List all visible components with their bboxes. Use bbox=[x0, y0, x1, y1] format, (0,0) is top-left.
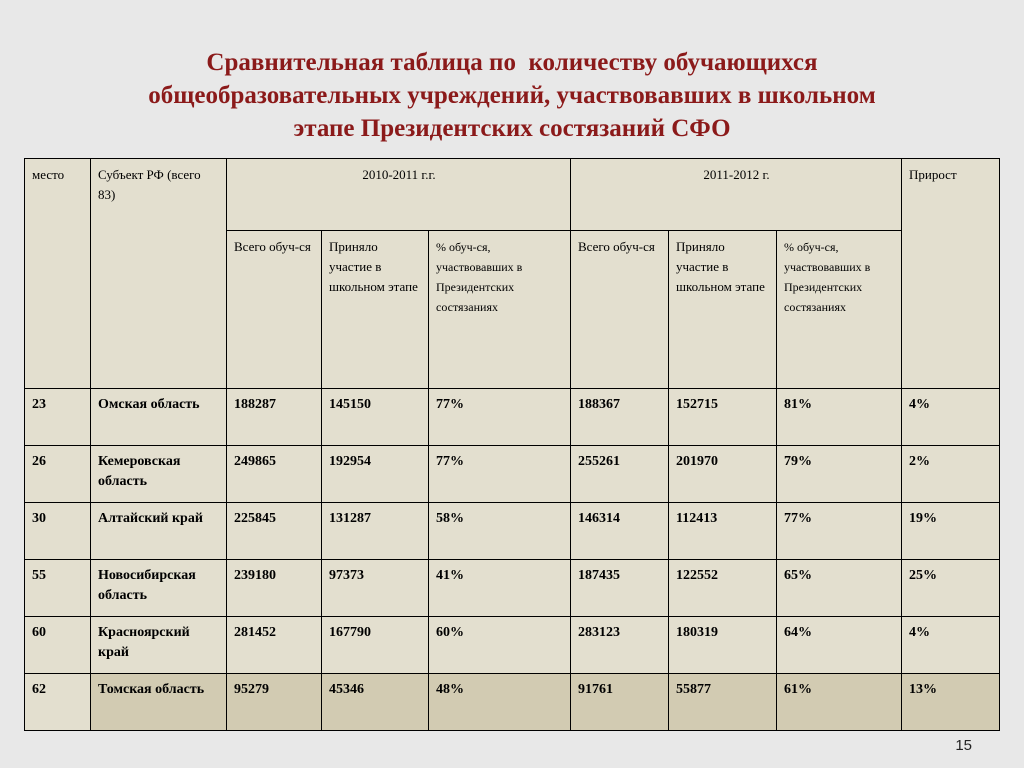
cell-percent-2010: 77% bbox=[429, 389, 571, 446]
table-row bbox=[25, 617, 1000, 674]
cell-participated-2011: 122552 bbox=[669, 560, 777, 617]
cell-total-2010: 95279 bbox=[227, 674, 322, 731]
header-row-1 bbox=[25, 159, 1000, 231]
header-period-2010-2011: 2010-2011 г.г. bbox=[227, 159, 571, 231]
cell-total-2011: 255261 bbox=[571, 446, 669, 503]
header-participated-2011: Приняло участие в школьном этапе bbox=[669, 231, 777, 389]
cell-participated-2011: 55877 bbox=[669, 674, 777, 731]
cell-growth: 4% bbox=[902, 617, 1000, 674]
cell-participated-2011: 112413 bbox=[669, 503, 777, 560]
cell-region: Омская область bbox=[91, 389, 227, 446]
cell-percent-2010: 60% bbox=[429, 617, 571, 674]
cell-region: Красноярский край bbox=[91, 617, 227, 674]
cell-total-2010: 281452 bbox=[227, 617, 322, 674]
header-total-2011: Всего обуч-ся bbox=[571, 231, 669, 389]
table-row bbox=[25, 503, 1000, 560]
cell-place: 26 bbox=[25, 446, 91, 503]
header-period-2011-2012: 2011-2012 г. bbox=[571, 159, 902, 231]
cell-percent-2011: 64% bbox=[777, 617, 902, 674]
page-number: 15 bbox=[955, 737, 972, 754]
title-line-1: Сравнительная таблица по количеству обучающихся bbox=[206, 49, 818, 76]
header-growth: Прирост bbox=[902, 159, 1000, 389]
cell-growth: 4% bbox=[902, 389, 1000, 446]
cell-participated-2010: 131287 bbox=[322, 503, 429, 560]
cell-place: 23 bbox=[25, 389, 91, 446]
cell-growth: 19% bbox=[902, 503, 1000, 560]
cell-percent-2011: 79% bbox=[777, 446, 902, 503]
cell-participated-2011: 201970 bbox=[669, 446, 777, 503]
table-row bbox=[25, 389, 1000, 446]
header-subject: Субъект РФ (всего 83) bbox=[91, 159, 227, 389]
cell-growth: 13% bbox=[902, 674, 1000, 731]
cell-percent-2010: 41% bbox=[429, 560, 571, 617]
cell-participated-2011: 180319 bbox=[669, 617, 777, 674]
cell-percent-2011: 77% bbox=[777, 503, 902, 560]
cell-growth: 25% bbox=[902, 560, 1000, 617]
header-place: место bbox=[25, 159, 91, 389]
cell-percent-2010: 48% bbox=[429, 674, 571, 731]
cell-participated-2010: 167790 bbox=[322, 617, 429, 674]
cell-total-2011: 146314 bbox=[571, 503, 669, 560]
cell-total-2010: 225845 bbox=[227, 503, 322, 560]
cell-participated-2010: 145150 bbox=[322, 389, 429, 446]
cell-participated-2010: 45346 bbox=[322, 674, 429, 731]
table-row bbox=[25, 560, 1000, 617]
cell-region: Кемеровская область bbox=[91, 446, 227, 503]
table-row bbox=[25, 446, 1000, 503]
cell-region: Новосибирская область bbox=[91, 560, 227, 617]
cell-region: Алтайский край bbox=[91, 503, 227, 560]
title-line-3: этапе Президентских состязаний СФО bbox=[293, 115, 731, 142]
cell-total-2010: 188287 bbox=[227, 389, 322, 446]
cell-growth: 2% bbox=[902, 446, 1000, 503]
cell-percent-2010: 77% bbox=[429, 446, 571, 503]
title-line-2: общеобразовательных учреждений, участвовавших в школьном bbox=[148, 82, 876, 109]
cell-place: 62 bbox=[25, 674, 91, 731]
header-percent-2011: % обуч-ся, участвовавших в Президентских состязаниях bbox=[777, 231, 902, 389]
cell-participated-2010: 97373 bbox=[322, 560, 429, 617]
slide-title bbox=[60, 46, 964, 145]
header-total-2010: Всего обуч-ся bbox=[227, 231, 322, 389]
header-participated-2010: Приняло участие в школьном этапе bbox=[322, 231, 429, 389]
cell-region: Томская область bbox=[91, 674, 227, 731]
comparison-table bbox=[24, 158, 1000, 731]
cell-percent-2010: 58% bbox=[429, 503, 571, 560]
cell-participated-2011: 152715 bbox=[669, 389, 777, 446]
cell-place: 30 bbox=[25, 503, 91, 560]
table-row-highlighted bbox=[25, 674, 1000, 731]
cell-place: 55 bbox=[25, 560, 91, 617]
cell-total-2011: 91761 bbox=[571, 674, 669, 731]
cell-total-2011: 283123 bbox=[571, 617, 669, 674]
cell-total-2010: 239180 bbox=[227, 560, 322, 617]
cell-percent-2011: 81% bbox=[777, 389, 902, 446]
cell-total-2011: 188367 bbox=[571, 389, 669, 446]
cell-place: 60 bbox=[25, 617, 91, 674]
cell-percent-2011: 61% bbox=[777, 674, 902, 731]
cell-participated-2010: 192954 bbox=[322, 446, 429, 503]
header-percent-2010: % обуч-ся, участвовавших в Президентских состязаниях bbox=[429, 231, 571, 389]
cell-total-2010: 249865 bbox=[227, 446, 322, 503]
cell-total-2011: 187435 bbox=[571, 560, 669, 617]
cell-percent-2011: 65% bbox=[777, 560, 902, 617]
